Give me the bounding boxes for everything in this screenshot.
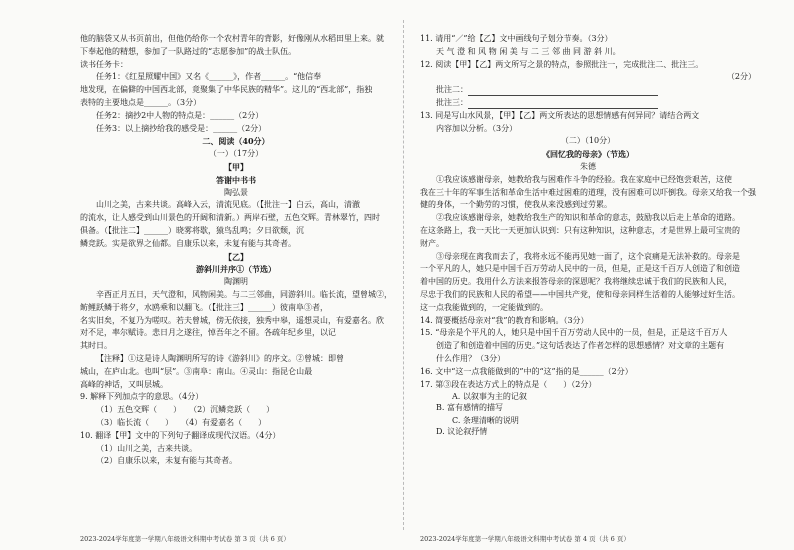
question-option: （3）临长流（ ） （4）有爱嘉名（ ） xyxy=(96,417,267,427)
passage-author: 陶弘景 xyxy=(224,187,248,197)
question-option: （1）五色交辉（ ） （2）沉鳞竞跃（ ） xyxy=(96,405,275,415)
question-option: （2）自康乐以来，未复有能与其奇者。 xyxy=(96,456,238,466)
right-page xyxy=(420,34,756,530)
subsection-heading: （二）（10分） xyxy=(560,136,616,146)
option-d: D. 议论叙抒情 xyxy=(436,426,488,436)
answer-blank[interactable] xyxy=(468,100,658,109)
text-line: 创造了和创造着中国的历史。”这句话表达了作者怎样的思想感情？对文章的主题有 xyxy=(436,341,725,351)
text-line: 这一点我能做到的，一定能做到的。 xyxy=(420,302,548,312)
question-16: 16. 文中“这一点我能做到的”中的“这”指的是______（2分） xyxy=(420,366,633,376)
text-line: 一个平凡的人，她只是中国千百万劳动人民中的一员，但是，正是这千百万人创造了和创造 xyxy=(420,264,740,274)
left-page xyxy=(80,34,392,530)
question-17: 17. 第③段在表达方式上的特点是（ ）（2分） xyxy=(420,379,597,389)
text-line: 俱备。（【批注二】______）晓雾将歇，猿鸟乱鸣；夕日欲颓，沉 xyxy=(80,225,304,235)
text-line: 名实旧矣，不复乃为嗟叹。若夫曾城，傍无依接，独秀中皋，遥想灵山，有爱嘉名。欣 xyxy=(80,315,384,325)
text-line: 辛酉正月五日，天气澄和，风物闲美。与二三邻曲，同游斜川。临长流，望曾城②， xyxy=(96,289,392,299)
passage-label-jia: 【甲】 xyxy=(224,161,248,172)
text-line: 财产。 xyxy=(420,238,444,248)
text-line: ②我应该感谢母亲，她教给我生产的知识和革命的意志，鼓励我以后走上革命的道路。 xyxy=(436,213,740,223)
right-footer: 2023-2024学年度第一学期八年级语文科期中考试卷 第 4 页（共 6 页） xyxy=(420,535,630,544)
text-line: 其时日。 xyxy=(80,341,112,351)
annotation: 城山，在庐山北。也叫“层”。③南阜：南山。④灵山：指昆仑山最 xyxy=(80,366,313,376)
text-line: 鲂鲤跃鳞于将夕，水鸥乘和以翻飞。（【批注三】______）彼南阜③者， xyxy=(80,302,328,312)
page-divider xyxy=(403,20,404,530)
options-row-2 xyxy=(420,416,756,438)
text-line: 读书任务卡： xyxy=(80,59,128,69)
option-c: C. 条理清晰的说明 xyxy=(452,415,519,425)
option-a: A. 以叙事为主的记叙 xyxy=(452,392,527,402)
text-line: 地发现，在偏僻的中国西北部，竟聚集了中华民族的精华”。这儿的“西北部”，指独 xyxy=(80,85,373,95)
question-12: 12. 阅读【甲】【乙】两文所写之景的特点，参照批注一，完成批注二、批注三。 xyxy=(420,59,704,69)
question-13: 13. 同是写山水风景，【甲】【乙】两文所表达的思想情感有何异同？请结合两文 xyxy=(420,110,700,120)
passage-label-yi: 【乙】 xyxy=(224,251,248,262)
text-line: 对不足，率尔赋诗。悲日月之遂往，悼吾年之不留。各疏年纪乡里，以记 xyxy=(80,328,336,338)
text-line: 什么作用？（3分） xyxy=(436,353,506,363)
text-line: 着中国的历史。我用什么方法来报答母亲的深恩呢？我将继续忠诚于我们的民族和人民， xyxy=(420,277,732,287)
passage-title: 答谢中书书 xyxy=(216,174,256,185)
question-sentence: 天 气 澄 和 风 物 闲 美 与 二 三 邻 曲 同 游 斜 川。 xyxy=(436,46,621,56)
text-line: 我在三十年的军事生活和革命生活中难过困难的道理，没有困难可以吓倒我。母亲又给我一个强 xyxy=(420,187,756,197)
question-9: 9. 解释下列加点字的意思。（4分） xyxy=(80,392,204,402)
passage-author: 陶渊明 xyxy=(224,277,248,287)
task-1: 任务1：《红星照耀中国》又名《______》，作者______。“他信奉 xyxy=(96,72,322,82)
subsection-heading: （一）（17分） xyxy=(208,149,264,159)
text-line: 尽忠于我们的民族和人民的希望——中国共产党，使和母亲同样生活着的人能够过好生活。 xyxy=(420,289,740,299)
question-10: 10. 翻译【甲】文中的下列句子翻译成现代汉语。（4分） xyxy=(80,430,281,440)
passage-author: 朱德 xyxy=(580,161,596,171)
question-11: 11. 请用“／”给【乙】文中画线句子划分节奏。（3分） xyxy=(420,34,613,43)
options-row-1 xyxy=(420,392,756,414)
text-line: 他的脑袋又从书页前出，但他仍给你一个农村青年的背影，好像刚从水稻田里上来。就 xyxy=(80,34,384,43)
answer-line-annotation-3: 批注三： xyxy=(420,98,756,109)
section-heading: 二、阅读（40分） xyxy=(202,136,270,147)
task-2: 任务2：摘抄2中人物的特点是：______（2分） xyxy=(96,110,264,120)
text-line: 内容加以分析。（3分） xyxy=(436,123,518,133)
text-line: 的流水，让人感受到山川景色的开阔和清新。）两岸石壁，五色交辉。青林翠竹，四时 xyxy=(80,213,380,223)
answer-line-annotation-2: 批注二： xyxy=(420,85,756,96)
text-line: 在这条路上，我一天比一天更加认识到：只有这种知识，这种意志，才是世界上最可宝贵的 xyxy=(420,225,740,235)
text-line: ③母亲现在离我而去了，我将永远不能再见她一面了，这个哀痛是无法补救的。母亲是 xyxy=(436,251,740,261)
text-line: 表特的主要地点是______。（3分） xyxy=(80,97,202,107)
task-3: 任务3：以上摘抄给我的感受是：______（2分） xyxy=(96,123,267,133)
text-line: ①我应该感谢母亲，她教给我与困难作斗争的经验。我在家庭中已经饱尝艰苦，这使 xyxy=(436,174,732,184)
annotation: 高峰的神话，又叫层城。 xyxy=(80,379,168,389)
question-score: （2分） xyxy=(726,72,756,82)
answer-blank[interactable] xyxy=(468,87,658,96)
annotation: 【注释】①这是诗人陶渊明所写的诗《游斜川》的序文。②曾城：即曾 xyxy=(96,353,344,363)
question-15: 15. “母亲是个平凡的人，她只是中国千百万劳动人民中的一员，但是，正是这千百万人 xyxy=(420,328,728,338)
question-option: （1）山川之美，古来共谈。 xyxy=(96,443,198,453)
option-b: B. 富有感情的描写 xyxy=(436,403,503,413)
passage-title: 游斜川并序①（节选） xyxy=(196,264,276,275)
left-footer: 2023-2024学年度第一学期八年级语文科期中考试卷 第 3 页（共 6 页） xyxy=(80,535,290,544)
text-line: 健的身体，一个勤劳的习惯，使我从来没感到过劳累。 xyxy=(420,200,612,210)
text-line: 山川之美，古来共谈。高峰入云，清流见底。（【批注一】白云，高山，清澈 xyxy=(96,200,360,210)
question-14: 14. 简要概括母亲对“我”的教育和影响。（3分） xyxy=(420,315,589,325)
passage-title: 《回忆我的母亲》（节选） xyxy=(542,149,634,160)
text-line: 鳞竞跃。实是欲界之仙都。自康乐以来，未复有能与其奇者。 xyxy=(80,238,296,248)
text-line: 下奉起他的精想，参加了一队路过的“志愿参加”的战士队伍。 xyxy=(80,46,297,56)
